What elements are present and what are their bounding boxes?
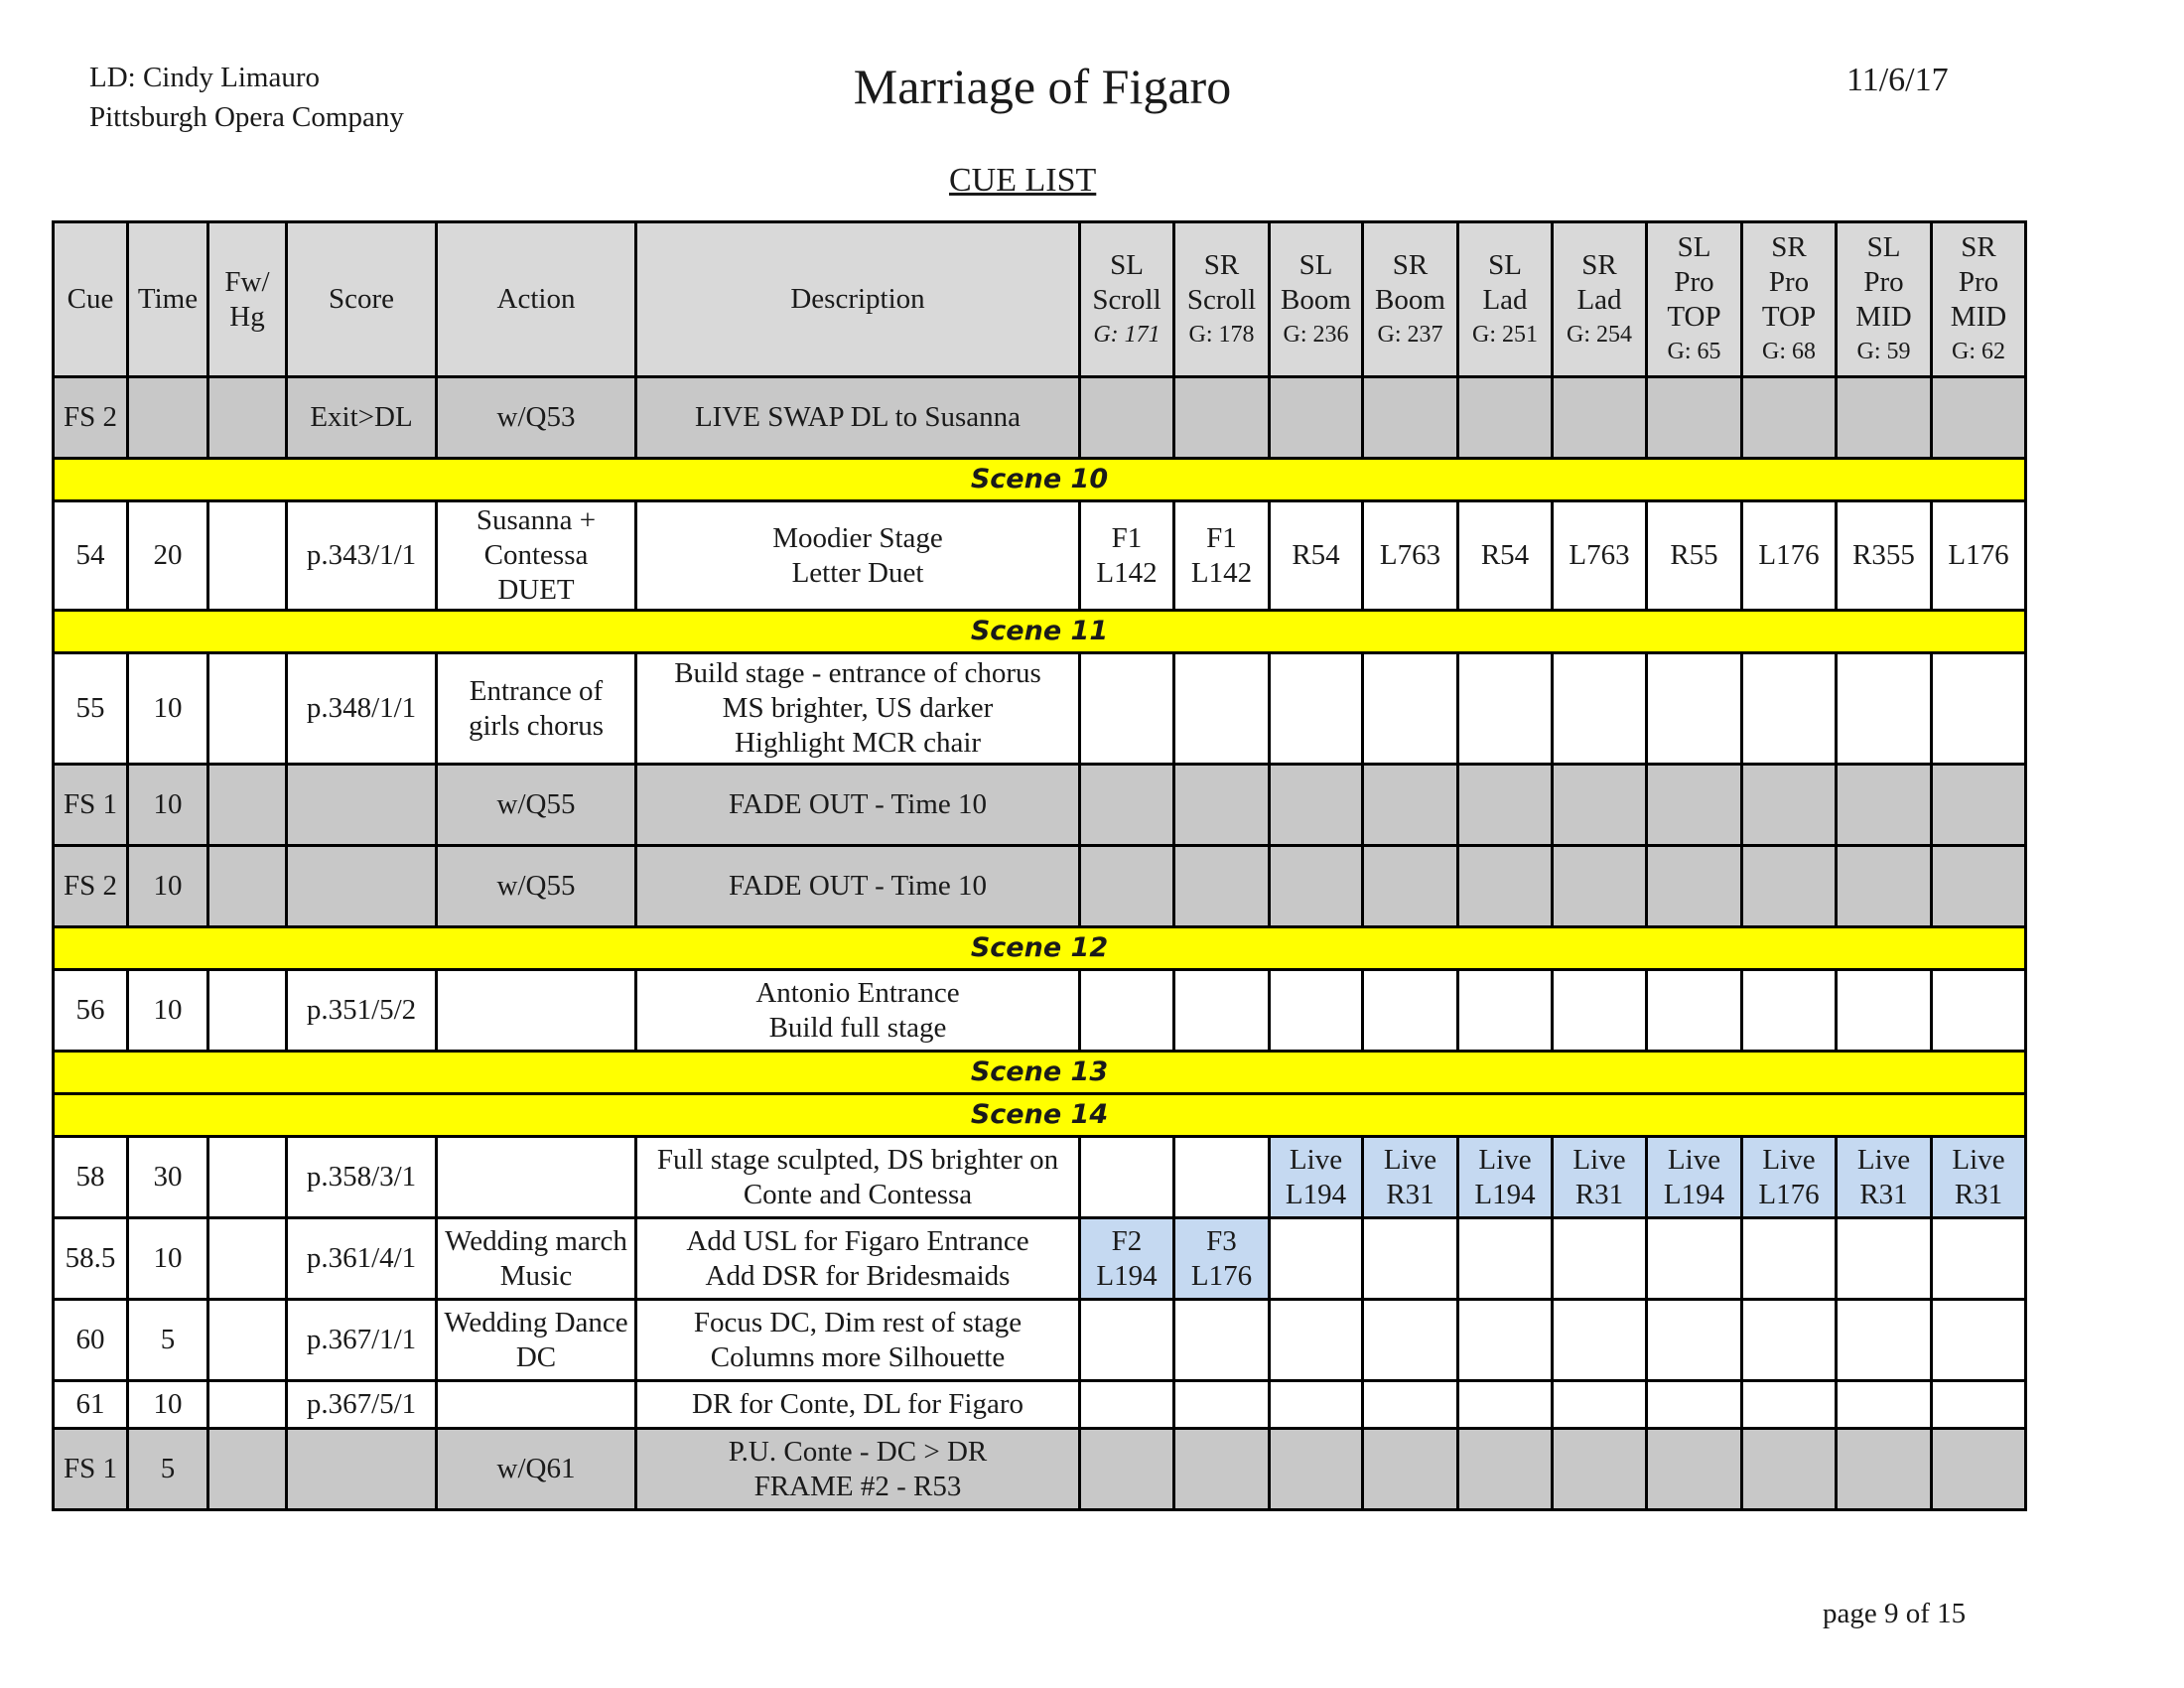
col-header-position (1742, 222, 1837, 377)
position-cell (1363, 1381, 1458, 1429)
position-cell (1458, 1429, 1553, 1510)
position-cell: Live L176 (1742, 1137, 1837, 1218)
position-cell (1553, 1218, 1647, 1300)
position-cell (1270, 765, 1363, 846)
cue-number: FS 1 (54, 1429, 128, 1510)
cue-time: 10 (128, 1218, 208, 1300)
position-cell: R54 (1458, 501, 1553, 611)
position-cell (1174, 970, 1270, 1052)
cue-action: w/Q55 (437, 846, 636, 927)
position-label-line: SL (1677, 231, 1711, 263)
col-header-position (1080, 222, 1174, 377)
position-cell (1080, 377, 1174, 459)
position-cell: L763 (1553, 501, 1647, 611)
position-cell (1553, 1300, 1647, 1381)
position-label-line: Pro (1863, 266, 1904, 298)
position-cell (1458, 846, 1553, 927)
scene-label: Scene 11 (54, 611, 2026, 653)
cue-action: Wedding Dance DC (437, 1300, 636, 1381)
cue-description: Moodier Stage Letter Duet (636, 501, 1080, 611)
position-label-line: Scroll (1186, 283, 1257, 316)
position-cell (1363, 1218, 1458, 1300)
position-cell (1837, 1300, 1932, 1381)
position-cell (1742, 970, 1837, 1052)
cue-fw-hg (208, 846, 287, 927)
cue-action: w/Q61 (437, 1429, 636, 1510)
position-cell: F3 L176 (1174, 1218, 1270, 1300)
position-label-line: Scroll (1092, 283, 1161, 316)
position-cell (1080, 1137, 1174, 1218)
position-cell (1363, 653, 1458, 765)
position-cell (1647, 846, 1742, 927)
position-cell (1553, 1429, 1647, 1510)
cue-action: w/Q53 (437, 377, 636, 459)
position-cell (1270, 846, 1363, 927)
position-cell (1647, 1218, 1742, 1300)
position-cell (1458, 970, 1553, 1052)
position-label-line: Pro (1674, 266, 1714, 298)
position-label-line: SL (1488, 248, 1522, 281)
cue-row (54, 1300, 2026, 1381)
cue-description: FADE OUT - Time 10 (636, 765, 1080, 846)
cue-row (54, 501, 2026, 611)
cue-fw-hg (208, 653, 287, 765)
cue-row (54, 653, 2026, 765)
cue-number: FS 1 (54, 765, 128, 846)
position-label-line: SR (1961, 231, 1996, 263)
position-cell (1742, 765, 1837, 846)
cue-score (287, 1429, 437, 1510)
scene-divider-row (54, 459, 2026, 501)
document-date: 11/6/17 (1846, 62, 1949, 98)
position-label-line: Lad (1482, 283, 1528, 316)
company-name: Pittsburgh Opera Company (89, 101, 404, 133)
col-header-position (1553, 222, 1647, 377)
cue-time: 5 (128, 1429, 208, 1510)
gel-number: G: 68 (1762, 339, 1816, 364)
position-cell (1174, 1300, 1270, 1381)
position-cell: Live L194 (1458, 1137, 1553, 1218)
position-cell (1647, 970, 1742, 1052)
position-cell (1837, 653, 1932, 765)
position-cell: Live L194 (1270, 1137, 1363, 1218)
cue-time: 5 (128, 1300, 208, 1381)
position-cell (1742, 1381, 1837, 1429)
cue-score: p.351/5/2 (287, 970, 437, 1052)
position-cell (1174, 1429, 1270, 1510)
cue-fw-hg (208, 1137, 287, 1218)
col-header-position (1174, 222, 1270, 377)
scene-label: Scene 13 (54, 1052, 2026, 1094)
position-cell: R54 (1270, 501, 1363, 611)
position-label-line: SL (1866, 231, 1901, 263)
position-cell (1270, 1381, 1363, 1429)
position-cell (1080, 1429, 1174, 1510)
position-cell (1932, 1381, 2026, 1429)
position-cell (1080, 653, 1174, 765)
position-cell (1837, 970, 1932, 1052)
position-cell (1932, 1218, 2026, 1300)
cue-number: 58 (54, 1137, 128, 1218)
position-cell (1553, 1381, 1647, 1429)
cue-score (287, 846, 437, 927)
position-label-line: Pro (1768, 266, 1810, 298)
position-cell (1363, 846, 1458, 927)
position-cell (1742, 846, 1837, 927)
position-cell (1458, 765, 1553, 846)
col-header-position (1837, 222, 1932, 377)
position-cell (1932, 1300, 2026, 1381)
cue-row (54, 1137, 2026, 1218)
cue-number: 61 (54, 1381, 128, 1429)
cue-action (437, 1381, 636, 1429)
scene-label: Scene 12 (54, 927, 2026, 970)
cue-fw-hg (208, 765, 287, 846)
cue-time: 10 (128, 970, 208, 1052)
position-cell (1270, 653, 1363, 765)
position-cell (1837, 765, 1932, 846)
scene-divider-row (54, 1094, 2026, 1137)
position-cell (1458, 1300, 1553, 1381)
position-cell: Live R31 (1553, 1137, 1647, 1218)
cue-score: p.348/1/1 (287, 653, 437, 765)
position-cell (1080, 1381, 1174, 1429)
cue-time: 10 (128, 846, 208, 927)
position-cell (1553, 653, 1647, 765)
col-header-score: Score (287, 222, 437, 377)
cue-fw-hg (208, 501, 287, 611)
cue-table-body (54, 377, 2026, 1510)
position-cell (1837, 1381, 1932, 1429)
position-label-line: Lad (1576, 283, 1622, 316)
cue-description: Focus DC, Dim rest of stage Columns more Silhouette (636, 1300, 1080, 1381)
position-cell (1080, 765, 1174, 846)
page-title: Marriage of Figaro (853, 59, 1232, 114)
cue-score: p.367/1/1 (287, 1300, 437, 1381)
cue-row (54, 1381, 2026, 1429)
position-cell (1932, 377, 2026, 459)
position-label-line: SR (1392, 248, 1429, 281)
cue-fw-hg (208, 1429, 287, 1510)
position-cell (1647, 653, 1742, 765)
position-cell (1270, 970, 1363, 1052)
col-header-position (1647, 222, 1742, 377)
cue-action (437, 1137, 636, 1218)
position-cell (1363, 1429, 1458, 1510)
position-cell (1458, 653, 1553, 765)
position-cell (1174, 765, 1270, 846)
gel-number: G: 178 (1188, 321, 1255, 348)
position-cell: Live R31 (1363, 1137, 1458, 1218)
cue-row (54, 1218, 2026, 1300)
cue-number: 60 (54, 1300, 128, 1381)
position-cell (1174, 653, 1270, 765)
position-cell (1553, 846, 1647, 927)
position-cell (1647, 1381, 1742, 1429)
position-cell: Live R31 (1932, 1137, 2026, 1218)
col-header-action: Action (437, 222, 636, 377)
gel-number: G: 251 (1472, 321, 1538, 348)
position-label-line: MID (1950, 301, 2007, 333)
cue-description: P.U. Conte - DC > DR FRAME #2 - R53 (636, 1429, 1080, 1510)
cue-fw-hg (208, 1381, 287, 1429)
position-label-line: SR (1203, 248, 1240, 281)
position-cell (1837, 377, 1932, 459)
cue-description: DR for Conte, DL for Figaro (636, 1381, 1080, 1429)
gel-number: G: 62 (1952, 339, 2005, 364)
position-cell: Live R31 (1837, 1137, 1932, 1218)
cue-fw-hg (208, 1300, 287, 1381)
gel-number: G: 254 (1567, 321, 1632, 348)
position-cell (1080, 970, 1174, 1052)
position-cell (1270, 1218, 1363, 1300)
cue-score: Exit>DL (287, 377, 437, 459)
col-header-fw-hg (208, 222, 287, 377)
position-cell (1932, 970, 2026, 1052)
position-cell: L176 (1742, 501, 1837, 611)
position-label-line: SL (1298, 248, 1333, 281)
cue-score: p.361/4/1 (287, 1218, 437, 1300)
section-subtitle: CUE LIST (949, 162, 1097, 199)
position-label-line: Boom (1375, 283, 1445, 316)
gel-number: G: 237 (1377, 321, 1443, 348)
position-cell (1270, 1300, 1363, 1381)
position-cell (1742, 1218, 1837, 1300)
position-label-line: SR (1771, 231, 1807, 263)
position-cell (1080, 846, 1174, 927)
position-cell (1174, 1137, 1270, 1218)
cue-action: w/Q55 (437, 765, 636, 846)
position-label-line: TOP (1667, 301, 1721, 333)
cue-score: p.358/3/1 (287, 1137, 437, 1218)
position-cell: R355 (1837, 501, 1932, 611)
position-cell (1837, 1429, 1932, 1510)
col-header-position (1932, 222, 2026, 377)
lighting-designer: LD: Cindy Limauro (89, 62, 320, 93)
position-cell: F1 L142 (1080, 501, 1174, 611)
cue-time: 30 (128, 1137, 208, 1218)
position-cell (1647, 1429, 1742, 1510)
follow-spot-row (54, 765, 2026, 846)
cue-number: 56 (54, 970, 128, 1052)
col-header-position (1363, 222, 1458, 377)
fw-hg-line: Fw/ (224, 265, 270, 298)
position-cell (1647, 377, 1742, 459)
position-cell (1174, 377, 1270, 459)
cue-row (54, 970, 2026, 1052)
position-label-line: Pro (1958, 266, 1999, 298)
cue-score: p.367/5/1 (287, 1381, 437, 1429)
position-cell: F1 L142 (1174, 501, 1270, 611)
cue-list-table (52, 220, 2027, 1511)
position-cell (1932, 765, 2026, 846)
position-cell (1363, 1300, 1458, 1381)
cue-action: Wedding march Music (437, 1218, 636, 1300)
position-cell: F2 L194 (1080, 1218, 1174, 1300)
scene-label: Scene 10 (54, 459, 2026, 501)
follow-spot-row (54, 846, 2026, 927)
cue-number: 55 (54, 653, 128, 765)
scene-divider-row (54, 927, 2026, 970)
fw-hg-line: Hg (229, 300, 265, 333)
position-cell (1553, 765, 1647, 846)
position-cell: Live L194 (1647, 1137, 1742, 1218)
position-cell (1932, 653, 2026, 765)
position-cell (1174, 846, 1270, 927)
position-cell: R55 (1647, 501, 1742, 611)
position-label-line: SL (1110, 248, 1144, 281)
cue-description: Full stage sculpted, DS brighter on Conte and Contessa (636, 1137, 1080, 1218)
cue-time: 10 (128, 653, 208, 765)
position-cell (1553, 970, 1647, 1052)
cue-action (437, 970, 636, 1052)
position-cell (1647, 765, 1742, 846)
cue-description: LIVE SWAP DL to Susanna (636, 377, 1080, 459)
position-label-line: SR (1581, 248, 1617, 281)
position-cell (1742, 1300, 1837, 1381)
cue-action: Susanna + Contessa DUET (437, 501, 636, 611)
position-cell: L763 (1363, 501, 1458, 611)
position-cell (1742, 653, 1837, 765)
cue-description: Add USL for Figaro Entrance Add DSR for Bridesmaids (636, 1218, 1080, 1300)
position-cell (1174, 1381, 1270, 1429)
position-cell (1458, 377, 1553, 459)
col-header-position (1270, 222, 1363, 377)
follow-spot-row (54, 377, 2026, 459)
position-cell (1458, 1381, 1553, 1429)
cue-fw-hg (208, 1218, 287, 1300)
cue-number: FS 2 (54, 377, 128, 459)
gel-number: G: 59 (1856, 339, 1911, 364)
position-cell (1363, 765, 1458, 846)
cue-action: Entrance of girls chorus (437, 653, 636, 765)
position-cell (1837, 1218, 1932, 1300)
table-header-row (54, 222, 2026, 377)
cue-number: 54 (54, 501, 128, 611)
cue-number: 58.5 (54, 1218, 128, 1300)
scene-divider-row (54, 1052, 2026, 1094)
cue-score: p.343/1/1 (287, 501, 437, 611)
position-cell (1742, 1429, 1837, 1510)
position-cell: L176 (1932, 501, 2026, 611)
page-number: page 9 of 15 (1823, 1598, 1967, 1629)
position-cell (1742, 377, 1837, 459)
col-header-position (1458, 222, 1553, 377)
position-cell (1647, 1300, 1742, 1381)
position-cell (1270, 377, 1363, 459)
scene-label: Scene 14 (54, 1094, 2026, 1137)
cue-description: Antonio Entrance Build full stage (636, 970, 1080, 1052)
cue-number: FS 2 (54, 846, 128, 927)
col-header-time: Time (128, 222, 208, 377)
position-cell (1080, 1300, 1174, 1381)
position-label-line: MID (1855, 301, 1912, 333)
position-label-line: Boom (1281, 283, 1351, 316)
cue-fw-hg (208, 377, 287, 459)
position-cell (1553, 377, 1647, 459)
cue-time: 10 (128, 1381, 208, 1429)
cue-description: FADE OUT - Time 10 (636, 846, 1080, 927)
col-header-description: Description (636, 222, 1080, 377)
position-cell (1932, 1429, 2026, 1510)
cue-fw-hg (208, 970, 287, 1052)
cue-time: 20 (128, 501, 208, 611)
position-cell (1932, 846, 2026, 927)
col-header-cue: Cue (54, 222, 128, 377)
cue-description: Build stage - entrance of chorus MS brighter, US darker Highlight MCR chair (636, 653, 1080, 765)
position-label-line: TOP (1761, 301, 1817, 333)
scene-divider-row (54, 611, 2026, 653)
cue-time: 10 (128, 765, 208, 846)
gel-number: G: 171 (1093, 321, 1160, 348)
position-cell (1837, 846, 1932, 927)
cue-time (128, 377, 208, 459)
position-cell (1458, 1218, 1553, 1300)
position-cell (1363, 970, 1458, 1052)
gel-number: G: 236 (1283, 321, 1349, 348)
cue-score (287, 765, 437, 846)
position-cell (1270, 1429, 1363, 1510)
gel-number: G: 65 (1667, 339, 1721, 364)
position-cell (1363, 377, 1458, 459)
follow-spot-row (54, 1429, 2026, 1510)
